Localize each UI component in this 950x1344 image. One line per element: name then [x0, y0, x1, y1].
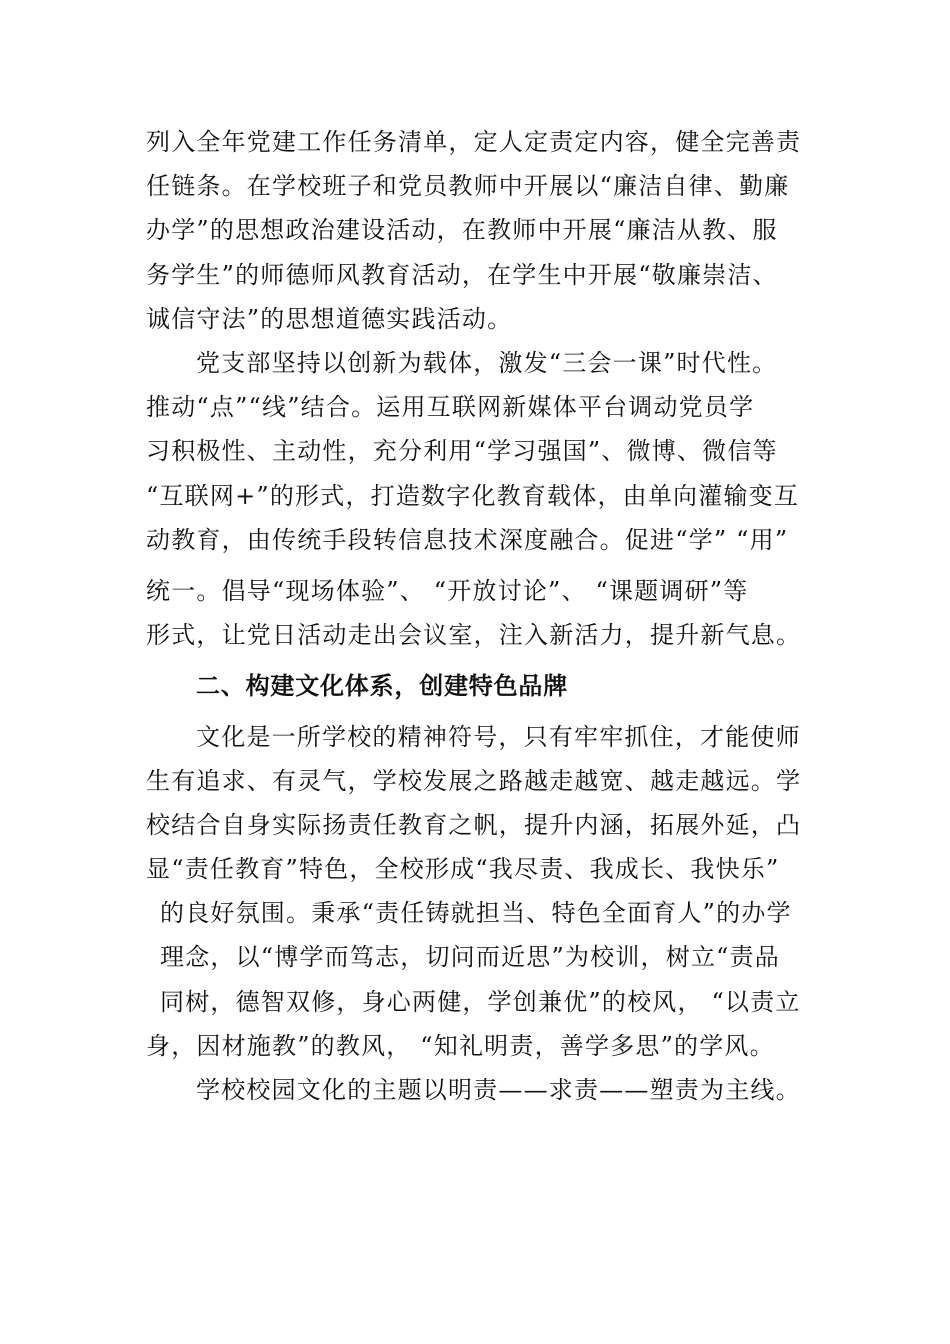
paragraph-line: 办学”的思想政治建设活动，在教师中开展“廉洁从教、服	[146, 216, 778, 244]
paragraph-line: 显“责任教育”特色，全校形成“我尽责、我成长、我快乐”	[146, 855, 780, 883]
paragraph-line: 理念，以“博学而笃志，切问而近思”为校训，树立“责品	[160, 943, 781, 971]
paragraph-line: 统一。倡导“现场体验”、 “开放讨论”、 “课题调研”等	[146, 577, 749, 605]
paragraph-line-indented: 学校校园文化的主题以明责——求责——塑责为主线。	[196, 1076, 801, 1104]
paragraph-line: 推动“点”“线”结合。运用互联网新媒体平台调动党员学	[146, 393, 755, 421]
paragraph-line: 生有追求、有灵气，学校发展之路越走越宽、越走越远。学	[146, 767, 802, 795]
paragraph-line: 诚信守法”的思想道德实践活动。	[146, 305, 513, 333]
paragraph-line: 列入全年党建工作任务清单，定人定责定内容，健全完善责	[146, 128, 802, 156]
paragraph-line: “互联网+”的形式，打造数字化教育载体，由单向灌输变互	[146, 482, 800, 510]
paragraph-line-indented: 文化是一所学校的精神符号，只有牢牢抓住，才能使师	[196, 723, 801, 751]
paragraph-line: 习积极性、主动性，充分利用“学习强国”、微博、微信等	[146, 437, 778, 465]
paragraph-line: 的良好氛围。秉承“责任铸就担当、特色全面育人”的办学	[160, 899, 792, 927]
paragraph-line: 同树，德智双修，身心两健，学创兼优”的校风， “以责立	[160, 988, 801, 1016]
paragraph-line: 身，因材施教”的教风， “知礼明责，善学多思”的学风。	[146, 1032, 775, 1060]
paragraph-line-indented: 党支部坚持以创新为载体，激发“三会一课”时代性。	[196, 349, 778, 377]
paragraph-line: 任链条。在学校班子和党员教师中开展以“廉洁自律、勤廉	[146, 172, 790, 200]
paragraph-line: 形式，让党日活动走出会议室，注入新活力，提升新气息。	[146, 621, 802, 649]
paragraph-line: 校结合自身实际扬责任教育之帆，提升内涵，拓展外延，凸	[146, 811, 802, 839]
paragraph-line: 动教育，由传统手段转信息技术深度融合。促进“学” “用”	[146, 526, 789, 554]
paragraph-line: 务学生”的师德师风教育活动，在学生中开展“敬廉崇洁、	[146, 261, 778, 289]
section-heading: 二、构建文化体系，创建特色品牌	[196, 672, 568, 700]
